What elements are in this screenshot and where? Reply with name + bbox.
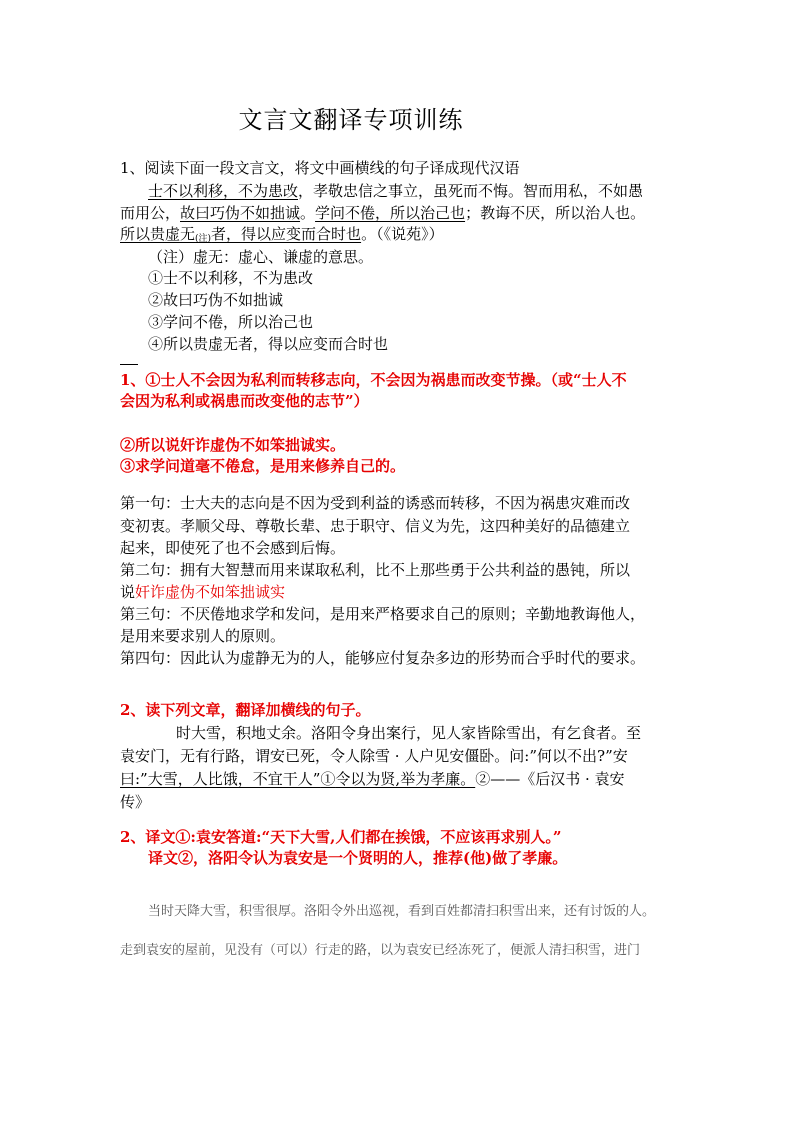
a1-line-3: ②所以说奸诈虚伪不如笨拙诚实。 [120,436,346,454]
q1-passage-line-3: 所以贵虚无$_{(注)}$者，得以应变而合时也。（《说苑》） [120,225,444,244]
q1-passage-line-1: 士不以利移，不为患改，孝敬忠信之事立，虽死而不悔。智而用私，不如愚 [148,182,644,200]
explain-line-5: 说奸诈虚伪不如笨拙诚实 [120,583,286,601]
q1-heading: 1、阅读下面一段文言文，将文中画横线的句子译成现代汉语 [120,159,520,177]
explain-line-1: 第一句：士大夫的志向是不因为受到利益的诱惑而转移，不因为祸患灾难而改 [120,494,631,512]
q2-passage-line-3: 曰:”大雪，人比饿，不宜干人”①令以为贤,举为孝廉。②——《后汉书 · 袁安 [120,770,625,788]
q2-passage-line-1: 时大雪，积地丈余。洛阳令身出案行，见人家皆除雪出，有乞食者。至 [176,724,642,742]
explain-line-7: 是用来要求别人的原则。 [120,627,286,645]
explain-line-6: 第三句：不厌倦地求学和发问，是用来严格要求自己的原则；辛勤地教诲他人， [120,605,646,623]
explain-line-2: 变初衷。孝顺父母、尊敬长辈、忠于职守、信义为先，这四种美好的品德建立 [120,517,631,535]
a2-line-2: 译文②，洛阳令认为袁安是一个贤明的人，推荐(他)做了孝廉。 [148,849,568,867]
a1-line-1: 1、①士人不会因为私利而转移志向，不会因为祸患而改变节操。（或“士人不 [120,371,627,389]
q1-item-4: ④所以贵虚无者，得以应变而合时也 [148,335,389,353]
explain-line-3: 起来，即使死了也不会感到后悔。 [120,539,346,557]
q1-item-3: ③学问不倦，所以治己也 [148,313,314,331]
underlined-sentence-6: 令以为贤,举为孝廉。 [335,770,476,788]
q1-passage-line-2: 而用公，故曰巧伪不如拙诚。学问不倦，所以治己也；教诲不厌，所以治人也。 [120,204,646,222]
underlined-sentence-2: 故曰巧伪不如拙诚 [180,204,301,222]
translation-line-1: 当时天降大雪，积雪很厚。洛阳令外出巡视，看到百姓都清扫积雪出来，还有讨饭的人。 [148,904,656,919]
underlined-sentence-5: 曰:”大雪，人比饿，不宜干人” [120,770,321,788]
a2-line-1: 2、译文①:袁安答道:“天下大雪,人们都在挨饿，不应该再求别人。” [120,828,562,846]
highlighted-answer: 奸诈虚伪不如笨拙诚实 [135,583,286,601]
q2-passage-line-2: 袁安门，无有行路，谓安已死，令人除雪 · 人户见安僵卧。问:”何以不出?”安 [120,747,628,765]
underlined-sentence-4: 所以贵虚无$_{(注)}$者，得以应变而合时也 [120,225,362,244]
explain-line-4: 第二句：拥有大智慧而用来谋取私利，比不上那些勇于公共利益的愚钝，所以 [120,561,631,579]
q2-heading: 2、读下列文章，翻译加横线的句子。 [120,701,371,719]
footnote-marker: (注) [195,234,212,244]
q1-note: （注）虚无：虚心、谦虚的意思。 [148,248,374,266]
explain-line-8: 第四句：因此认为虚静无为的人，能够应付复杂多边的形势而合乎时代的要求。 [120,649,646,667]
translation-line-2: 走到袁安的屋前，见没有（可以）行走的路，以为袁安已经冻死了，便派人清扫积雪，进门 [120,943,641,958]
a1-line-4: ③求学问道毫不倦怠，是用来修养自己的。 [120,457,406,475]
q2-passage-line-4: 传》 [120,793,151,811]
q1-item-2: ②故曰巧伪不如拙诚 [148,291,284,309]
divider [120,364,138,365]
a1-line-2: 会因为私利或祸患而改变他的志节”） [120,392,369,410]
page-title: 文言文翻译专项训练 [238,106,464,134]
q1-item-1: ①士不以利移，不为患改 [148,269,314,287]
underlined-sentence-1: 士不以利移，不为患改 [148,182,299,200]
underlined-sentence-3: 学问不倦，所以治己也 [315,204,466,222]
